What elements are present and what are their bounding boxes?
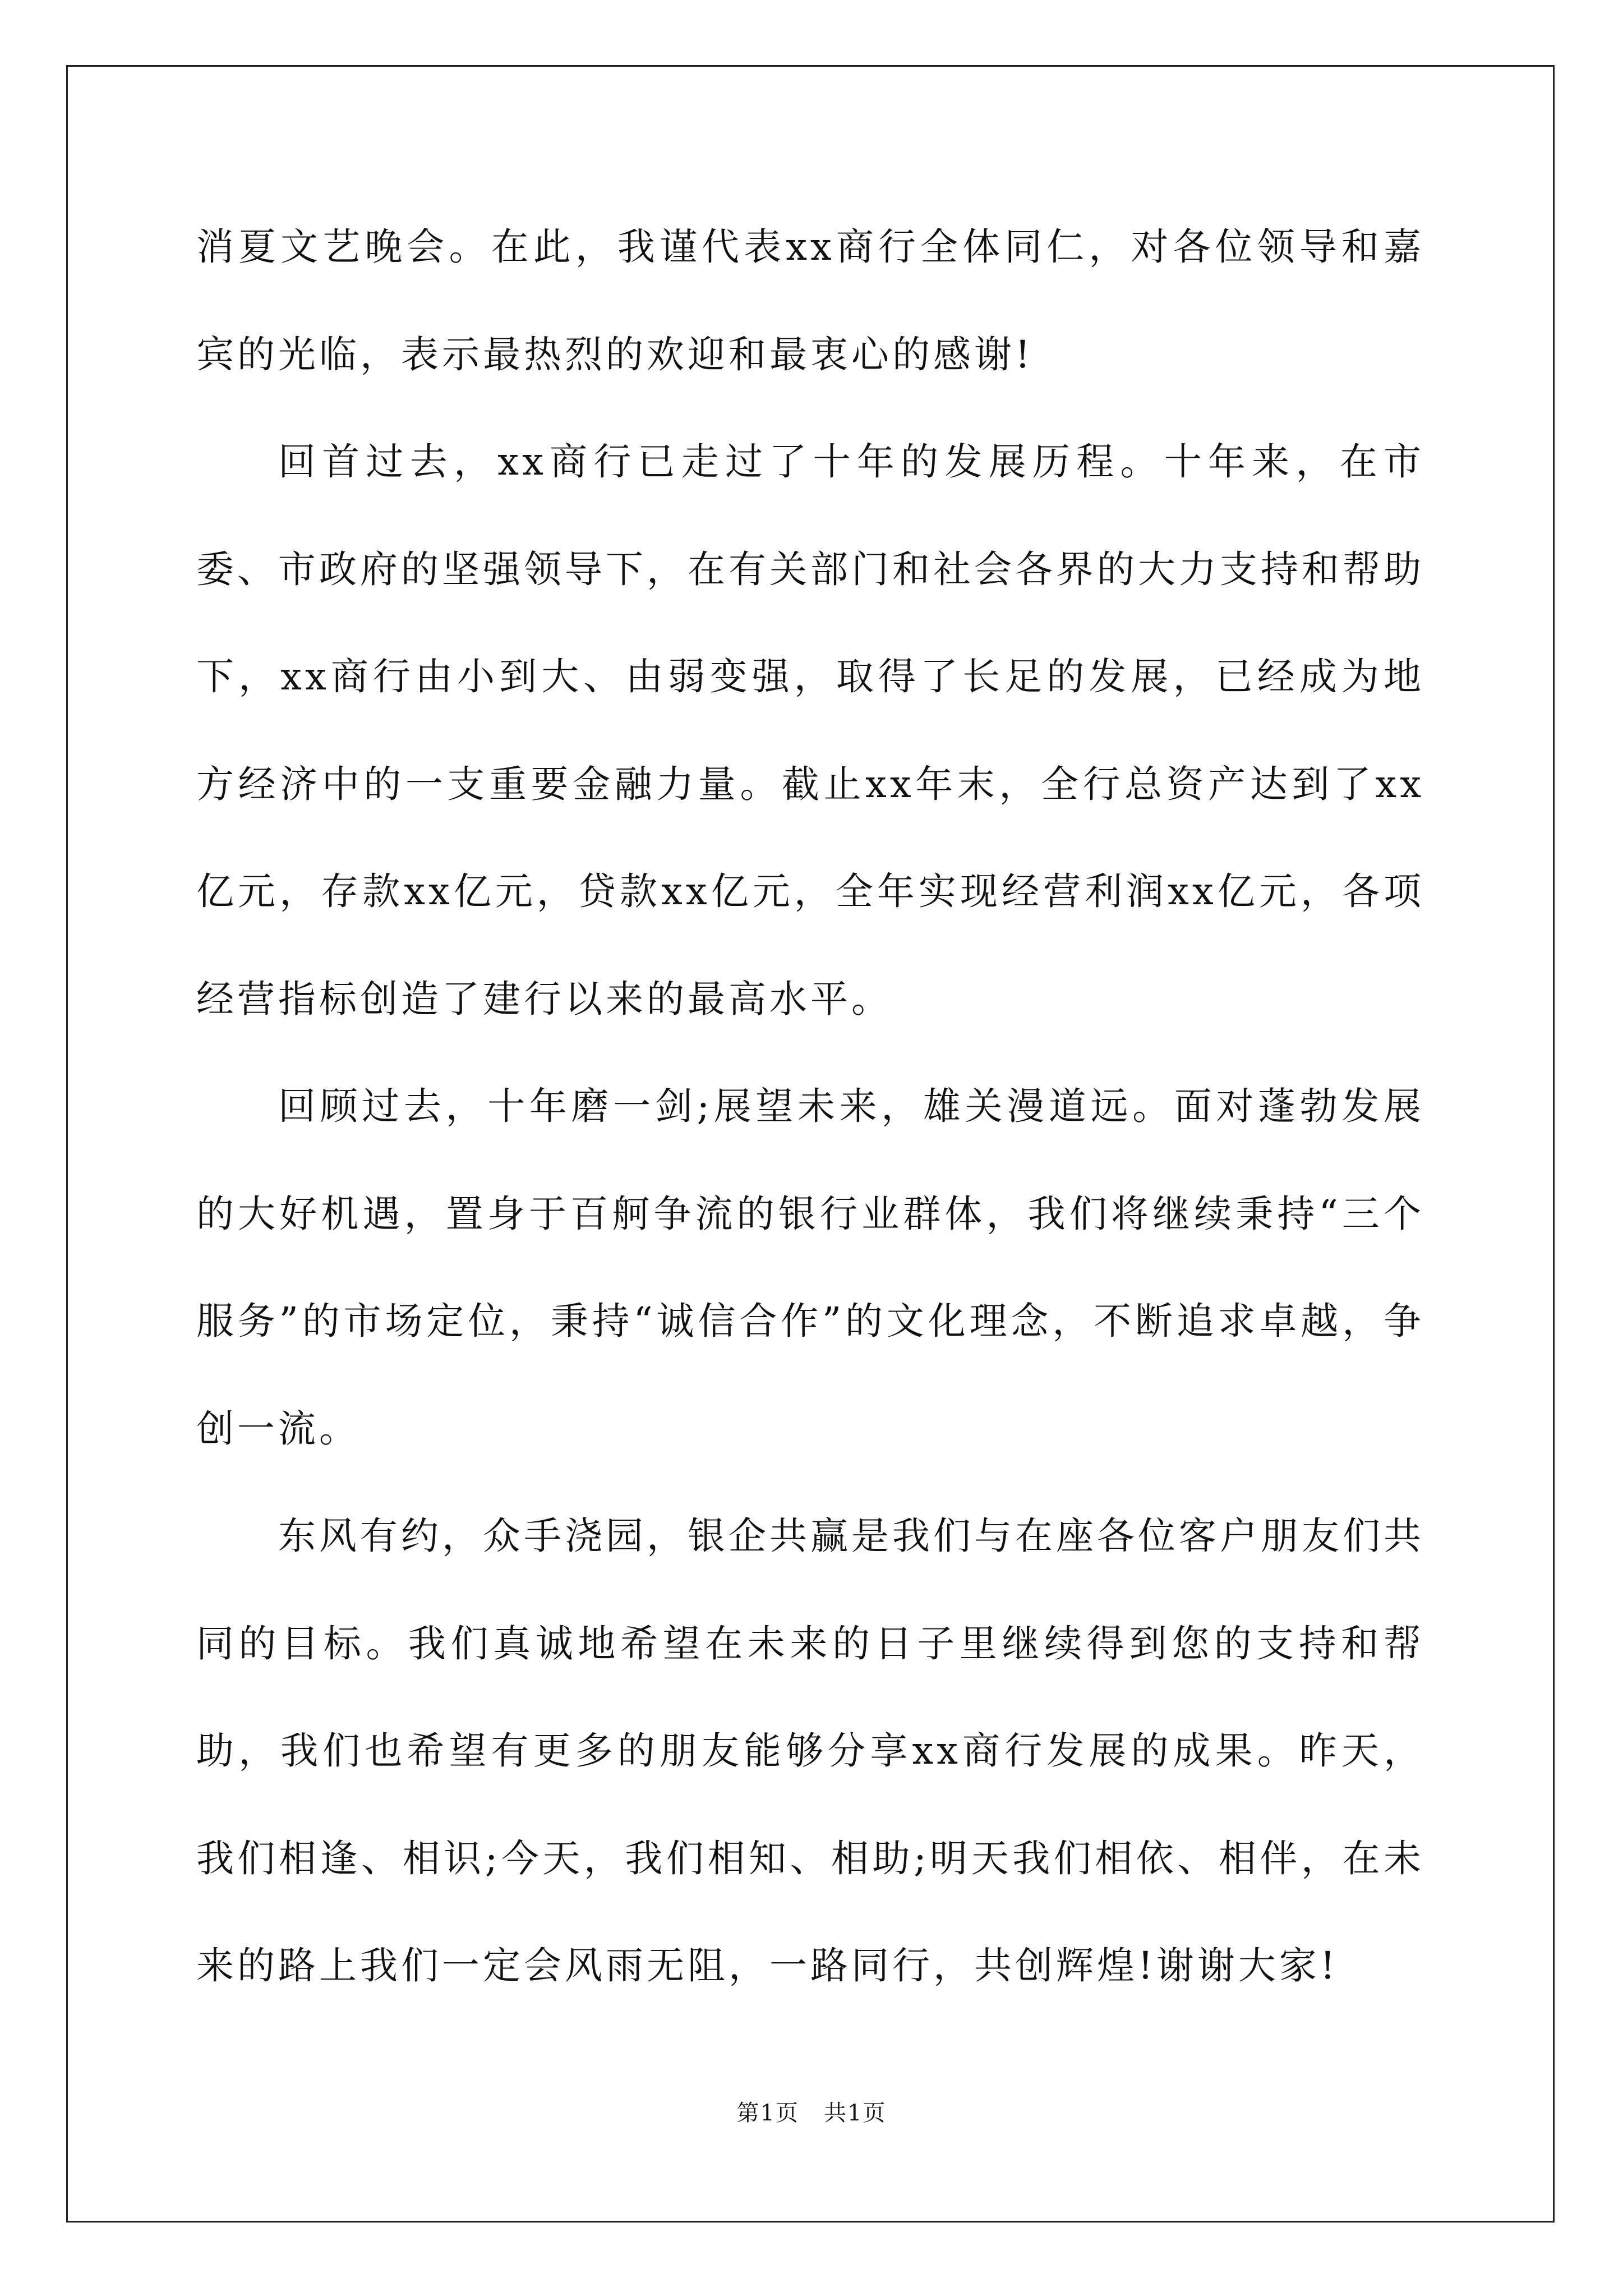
page-footer xyxy=(0,2099,1623,2127)
paragraph: 回首过去，xx商行已走过了十年的发展历程。十年来，在市委、市政府的坚强领导下，在有关部门和社会各界的大力支持和帮助下，xx商行由小到大、由弱变强，取得了长足的发展，已经成为地方经济中的一支重要金融力量。截止xx年末，全行总资产达到了xx亿元，存款xx亿元，贷款xx亿元，全年实现经营利润xx亿元，各项经营指标创造了建行以来的最高水平。 xyxy=(196,440,1424,1021)
paragraph: 东风有约，众手浇园，银企共赢是我们与在座各位客户朋友们共同的目标。我们真诚地希望在未来的日子里继续得到您的支持和帮助，我们也希望有更多的朋友能够分享xx商行发展的成果。昨天，我们相逢、相识;今天，我们相知、相助;明天我们相依、相伴，在未来的路上我们一定会风雨无阻，一路同行，共创辉煌!谢谢大家! xyxy=(196,1514,1424,1987)
paragraph: 回顾过去，十年磨一剑;展望未来，雄关漫道远。面对蓬勃发展的大好机遇，置身于百舸争流的银行业群体，我们将继续秉持“三个服务”的市场定位，秉持“诚信合作”的文化理念，不断追求卓越，争创一流。 xyxy=(196,1084,1424,1451)
paragraph-continued: 消夏文艺晚会。在此，我谨代表xx商行全体同仁，对各位领导和嘉宾的光临，表示最热烈的欢迎和最衷心的感谢! xyxy=(196,225,1424,376)
page-number: 第1页 xyxy=(736,2100,799,2126)
page-count: 共1页 xyxy=(824,2100,887,2126)
document-body xyxy=(196,194,1424,2020)
